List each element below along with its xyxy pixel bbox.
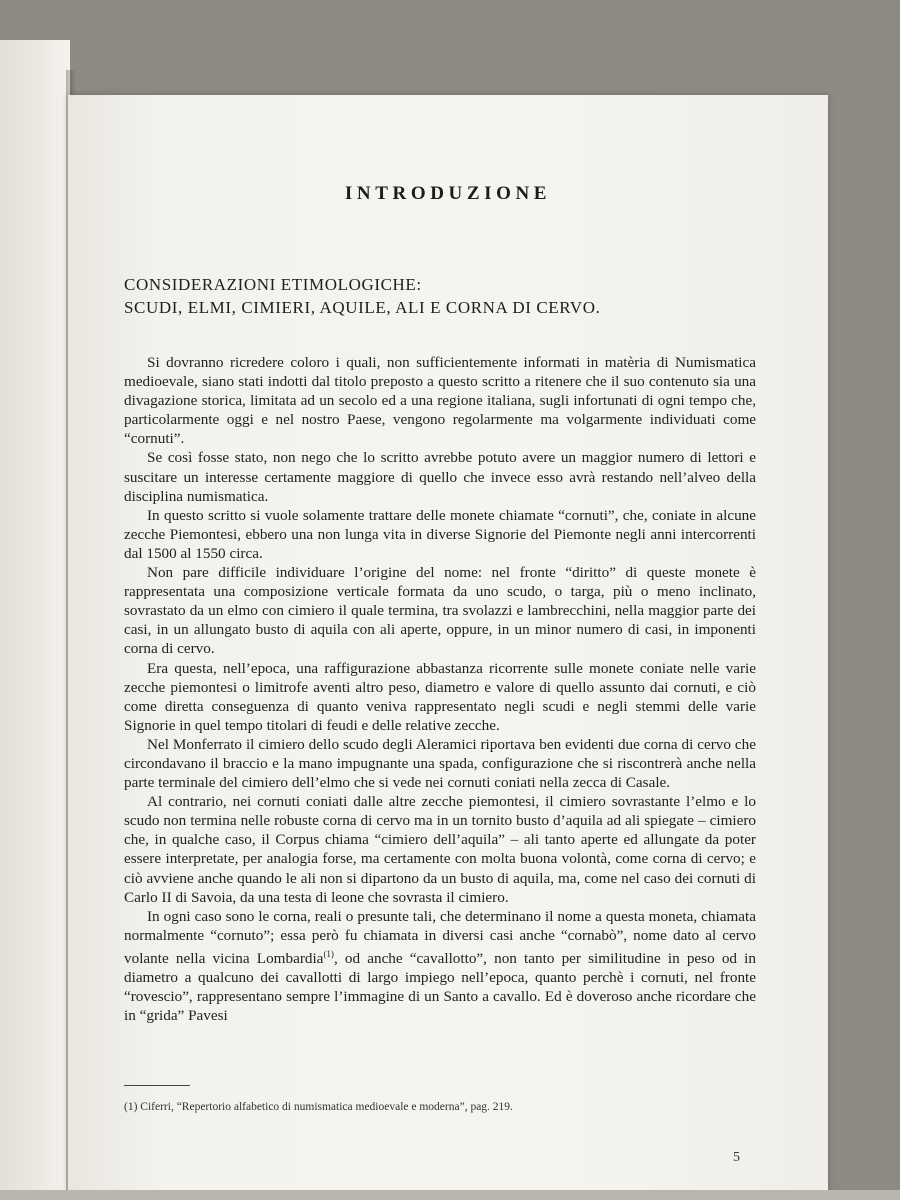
page-number: 5	[733, 1150, 740, 1165]
paragraph-5: Era questa, nell’epoca, una raffigurazione abbastanza ricorrente sulle monete coniate nelle varie zecche piemontesi o limitrofe aventi altro peso, diametro e valore di quello assunto dai cornuti, e ciò come diretta conseguenza di quanto veniva rappresentato negli scudi e negli stemmi delle varie Signorie in quel tempo titolari di feudi e delle relative zecche.	[124, 659, 756, 734]
paragraph-6: Nel Monferrato il cimiero dello scudo degli Aleramici riportava ben evidenti due corna di cervo che circondavano il braccio e la mano impugnante una spada, configurazione che si riscontrerà anche nella parte terminale del cimiero dell’elmo che si vede nei cornuti coniati nella zecca di Casale.	[124, 735, 756, 792]
subheading-line-1: CONSIDERAZIONI ETIMOLOGICHE:	[124, 275, 422, 294]
section-subheading	[124, 273, 764, 319]
footnote: (1) Ciferri, “Repertorio alfabetico di numismatica medioevale e moderna”, pag. 219.	[124, 1101, 513, 1113]
paragraph-2: Se così fosse stato, non nego che lo scritto avrebbe potuto avere un maggior numero di lettori e suscitare un interesse certamente maggiore di quello che invece esso avrà restando nell’alveo della disciplina numismatica.	[124, 449, 756, 505]
facing-page-edge	[0, 40, 70, 1200]
book-page	[68, 95, 828, 1200]
paragraph-8-part-2: , od anche “cavallotto”, non tanto per similitudine in peso od in diametro a qualcuno dei cavallotti di largo impiego nell’epoca, quanto perchè i cornuti, nel fronte “rovescio”, rappresentano sempre l’immagine di un Santo a cavallo. Ed è doveroso anche ricordare che in “grida” Pavesi	[124, 949, 756, 1025]
paragraph-7: Al contrario, nei cornuti coniati dalle altre zecche piemontesi, il cimiero sovrastante l’elmo e lo scudo non termina nelle robuste corna di cervo ma in un tornito busto d’aquila ad ali spiegate – cimiero che, in qualche caso, il Corpus chiama “cimiero dell’aquila” – ali tanto aperte ed allungate da poter essere interpretate, per analogia forse, ma certamente con molta buona volontà, come corna di cervo; e ciò avviene anche quando le ali non si dipartono da un busto di aquila, ma, come nel caso dei cornuti di Carlo II di Savoia, da una testa di leone che sovrasta il cimiero.	[124, 793, 756, 906]
paragraph-4: Non pare difficile individuare l’origine del nome: nel fronte “diritto” di queste monete è rappresentata una composizione verticale formata da uno scudo, o targa, più o meno inclinato, sovrastato da un elmo con cimiero il quale termina, tra svolazzi e lambrecchini, nella maggior parte dei casi, in un allungato busto di aquila con ali aperte, oppure, in un minor numero di casi, in imponenti corna di cervo.	[124, 564, 756, 658]
footnote-marker: (1)	[323, 948, 334, 959]
paragraph-3: In questo scritto si vuole solamente trattare delle monete chiamate “cornuti”, che, coniate in alcune zecche Piemontesi, ebbero una non lunga vita in diverse Signorie del Piemonte negli anni intercorrenti dal 1500 al 1550 circa.	[124, 506, 756, 562]
paragraph-1: Si dovranno ricredere coloro i quali, non sufficientemente informati in matèria di Numismatica medioevale, siano stati indotti dal titolo preposto a questo scritto a ritenere che il suo contenuto sia una divagazione storica, limitata ad un secolo ed a una regione italiana, sugli infortunati di ogni tempo che, particolarmente oggi e nel nostro Paese, vengono regolarmente ma volgarmente individuati come “cornuti”.	[124, 354, 756, 448]
page-title: INTRODUZIONE	[344, 183, 552, 204]
footnote-separator	[124, 1085, 190, 1086]
body-text	[124, 353, 756, 1025]
paragraph-8-part-1: In ogni caso sono le corna, reali o presunte tali, che determinano il nome a questa moneta, chiamata normalmente “cornuto”; essa però fu chiamata in diversi casi anche “cornabò”, nome dato al cervo volante nella vicina Lombardia	[124, 907, 756, 967]
table-surface	[0, 1190, 900, 1200]
paragraph-8	[124, 907, 756, 1026]
subheading-line-2: SCUDI, ELMI, CIMIERI, AQUILE, ALI E CORNA DI CERVO.	[124, 298, 601, 317]
